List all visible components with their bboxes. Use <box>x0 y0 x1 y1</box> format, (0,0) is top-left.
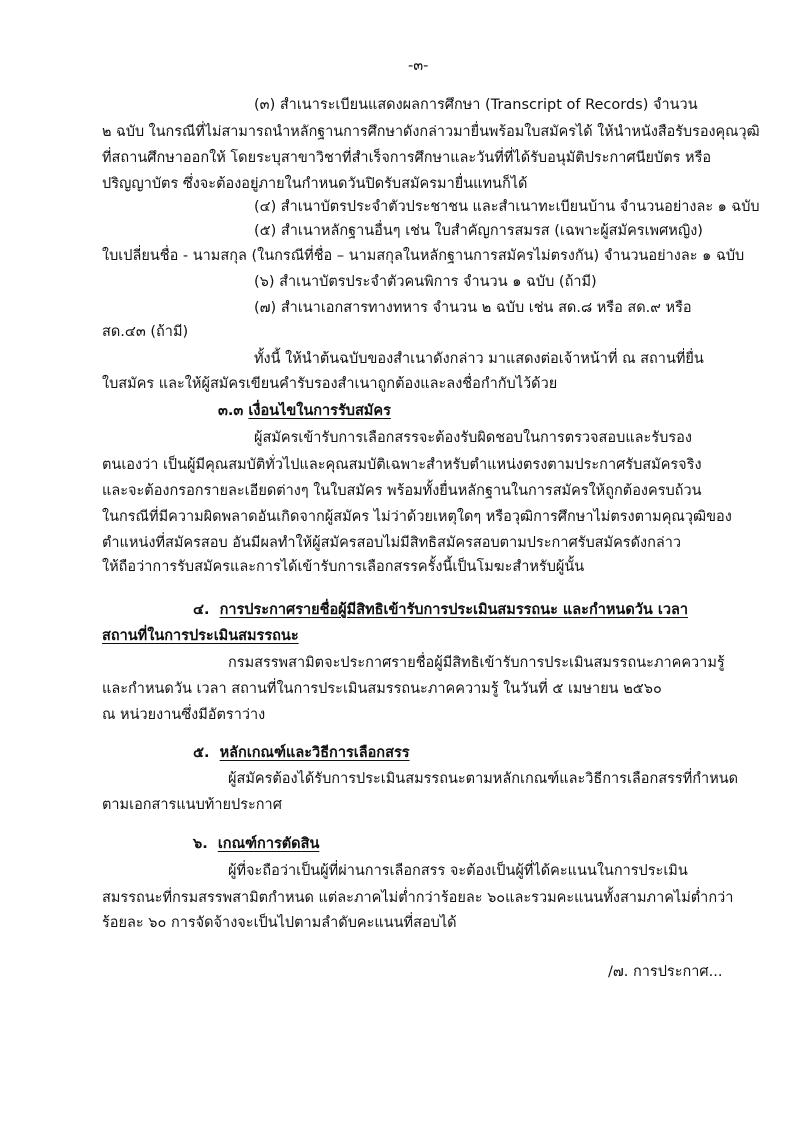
paragraph-line: ผู้สมัครต้องได้รับการประเมินสมรรถนะตามหลักเกณฑ์และวิธีการเลือกสรรที่กำหนด <box>228 771 739 787</box>
note-line-1: ทั้งนี้ ให้นำต้นฉบับของสำเนาดังกล่าว มาแสดงต่อเจ้าหน้าที่ ณ สถานที่ยื่น <box>254 351 704 367</box>
section-number: ๔. <box>193 602 210 618</box>
item-3-line-3: ที่สถานศึกษาออกให้ โดยระบุสาขาวิชาที่สำเร็จการศึกษาและวันที่ที่ได้รับอนุมัติประกาศนียบัตร หรือ <box>102 150 712 166</box>
paragraph-line: และจะต้องกรอกรายละเอียดต่างๆ ในใบสมัคร พร้อมทั้งยื่นหลักฐานในการสมัครให้ถูกต้องครบถ้วน <box>102 483 702 499</box>
item-6: (๖) สำเนาบัตรประจำตัวคนพิการ จำนวน ๑ ฉบับ (ถ้ามี) <box>254 274 597 290</box>
section-title: เกณฑ์การตัดสิน <box>217 836 320 852</box>
section-number: ๓.๓ <box>218 403 244 419</box>
paragraph-line: ณ หน่วยงานซึ่งมีอัตราว่าง <box>102 707 266 723</box>
section-title: การประกาศรายชื่อผู้มีสิทธิเข้ารับการประเมินสมรรถนะ และกำหนดวัน เวลา <box>219 602 688 618</box>
paragraph-line: ตนเองว่า เป็นผู้มีคุณสมบัติทั่วไปและคุณสมบัติเฉพาะสำหรับตำแหน่งตรงตามประกาศรับสมัครจริง <box>102 457 702 473</box>
item-3-line-2: ๒ ฉบับ ในกรณีที่ไม่สามารถนำหลักฐานการศึกษาดังกล่าวมายื่นพร้อมใบสมัครได้ ให้นำหนังสือรับรองคุณวุฒิ <box>102 124 760 140</box>
page-number: -๓- <box>408 58 429 74</box>
paragraph-line: และกำหนดวัน เวลา สถานที่ในการประเมินสมรรถนะภาคความรู้ ในวันที่ ๕ เมษายน ๒๕๖๐ <box>102 681 662 697</box>
paragraph-line: ผู้ที่จะถือว่าเป็นผู้ที่ผ่านการเลือกสรร จะต้องเป็นผู้ที่ได้คะแนนในการประเมิน <box>228 863 688 879</box>
section-3-3-heading <box>218 401 391 421</box>
paragraph-line: สมรรถนะที่กรมสรรพสามิตกำหนด แต่ละภาคไม่ต่ำกว่าร้อยละ ๖๐และรวมคะแนนทั้งสามภาคไม่ต่ำกว่า <box>102 890 734 906</box>
continuation-note: /๗. การประกาศ... <box>608 964 723 980</box>
section-6-heading <box>193 834 319 854</box>
section-number: ๖. <box>193 836 208 852</box>
item-3-line-4: ปริญญาบัตร ซึ่งจะต้องอยู่ภายในกำหนดวันปิดรับสมัครมายื่นแทนก็ได้ <box>102 176 528 192</box>
paragraph-line: ในกรณีที่มีความผิดพลาดอันเกิดจากผู้สมัคร ไม่ว่าด้วยเหตุใดๆ หรือวุฒิการศึกษาไม่ตรงตามคุณวุฒิของ <box>102 509 732 525</box>
paragraph-line: ร้อยละ ๖๐ การจัดจ้างจะเป็นไปตามลำดับคะแนนที่สอบได้ <box>102 915 457 931</box>
paragraph-line: ตามเอกสารแนบท้ายประกาศ <box>102 797 282 813</box>
paragraph-line: ตำแหน่งที่สมัครสอบ อันมีผลทำให้ผู้สมัครสอบไม่มีสิทธิสมัครสอบตามประกาศรับสมัครดังกล่าว <box>102 535 682 551</box>
paragraph-line: ให้ถือว่าการรับสมัครและการได้เข้ารับการเลือกสรรครั้งนี้เป็นโมฆะสำหรับผู้นั้น <box>102 559 585 575</box>
section-title: เงื่อนไขในการรับสมัคร <box>248 403 391 419</box>
paragraph-line: ผู้สมัครเข้ารับการเลือกสรรจะต้องรับผิดชอบในการตรวจสอบและรับรอง <box>254 430 692 446</box>
section-5-heading <box>193 743 410 763</box>
item-5-line-2: ใบเปลี่ยนชื่อ - นามสกุล (ในกรณีที่ชื่อ – นามสกุลในหลักฐานการสมัครไม่ตรงกัน) จำนวนอย่างละ ๑ ฉบับ <box>102 248 745 264</box>
section-4-heading <box>193 600 688 620</box>
section-title: หลักเกณฑ์และวิธีการเลือกสรร <box>219 745 410 761</box>
item-5-line-1: (๕) สำเนาหลักฐานอื่นๆ เช่น ใบสำคัญการสมรส (เฉพาะผู้สมัครเพศหญิง) <box>254 223 703 239</box>
item-7-line-1: (๗) สำเนาเอกสารทางทหาร จำนวน ๒ ฉบับ เช่น สด.๘ หรือ สด.๙ หรือ <box>254 300 692 316</box>
note-line-2: ใบสมัคร และให้ผู้สมัครเขียนคำรับรองสำเนาถูกต้องและลงชื่อกำกับไว้ด้วย <box>102 376 558 392</box>
item-7-line-2: สด.๔๓ (ถ้ามี) <box>102 324 189 340</box>
paragraph-line: กรมสรรพสามิตจะประกาศรายชื่อผู้มีสิทธิเข้ารับการประเมินสมรรถนะภาคความรู้ <box>228 655 725 671</box>
item-3-line-1: (๓) สำเนาระเบียนแสดงผลการศึกษา (Transcript of Records) จำนวน <box>254 97 698 113</box>
section-number: ๕. <box>193 745 210 761</box>
section-4-heading-line-2: สถานที่ในการประเมินสมรรถนะ <box>102 628 299 644</box>
item-4: (๔) สำเนาบัตรประจำตัวประชาชน และสำเนาทะเบียนบ้าน จำนวนอย่างละ ๑ ฉบับ <box>254 199 760 215</box>
